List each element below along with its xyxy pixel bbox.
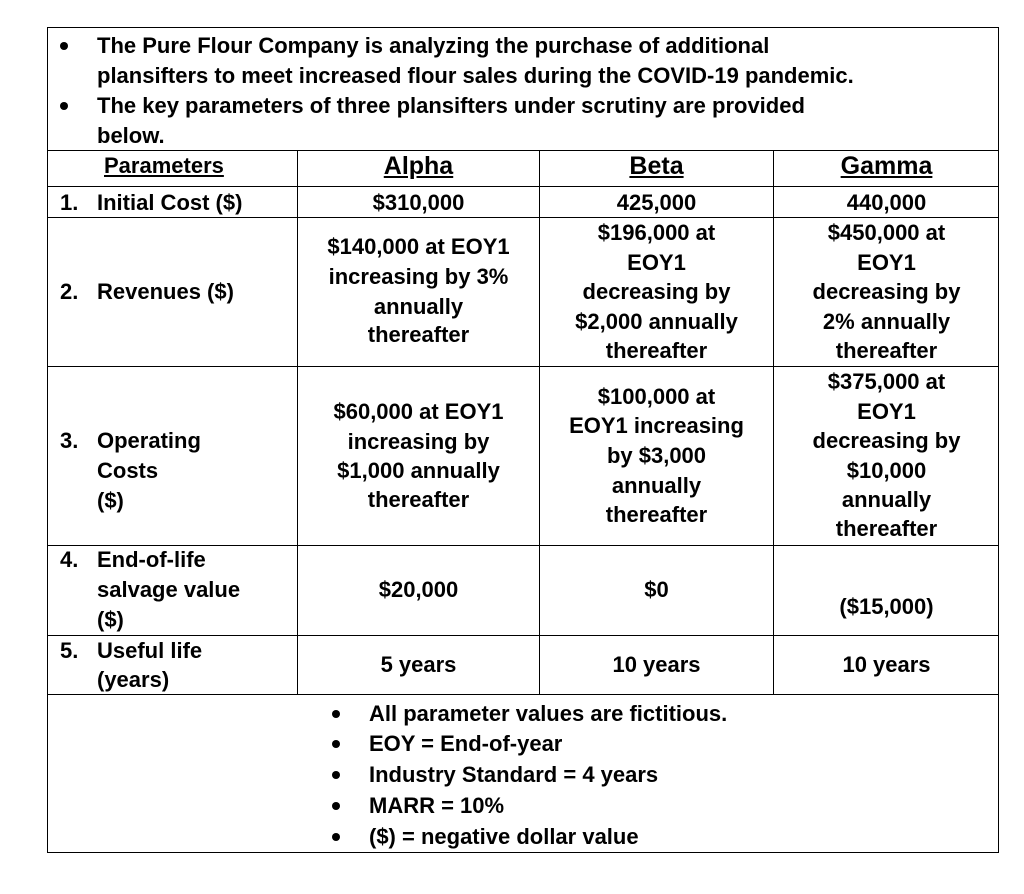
row2-beta-line-1: $196,000 at xyxy=(597,220,716,245)
row3-beta-line-1: $100,000 at xyxy=(597,384,716,409)
row2-alpha-line-2: increasing by 3% xyxy=(328,264,509,289)
row1-beta: 425,000 xyxy=(616,190,697,215)
header-gamma: Gamma xyxy=(840,152,933,180)
row4-beta: $0 xyxy=(644,577,669,602)
intro-bullet-2-dot xyxy=(60,102,68,110)
row5-number: 5. xyxy=(60,638,79,663)
row2-alpha-line-4: thereafter xyxy=(367,322,470,347)
row3-gamma-line-2: EOY1 xyxy=(857,399,916,424)
note-4-dot xyxy=(332,802,340,810)
row1-number: 1. xyxy=(60,190,79,215)
row3-number: 3. xyxy=(60,428,79,453)
row2-gamma-line-2: EOY1 xyxy=(857,250,916,275)
row3-beta-line-4: annually xyxy=(611,473,702,498)
row2-number: 2. xyxy=(60,279,79,304)
intro-bullet-1-line-2: plansifters to meet increased flour sales during the COVID-19 pandemic. xyxy=(97,63,854,88)
header-alpha: Alpha xyxy=(383,152,454,180)
note-2: EOY = End-of-year xyxy=(369,731,563,756)
row3-alpha-line-4: thereafter xyxy=(367,487,470,512)
intro-bullet-2-line-1: The key parameters of three plansifters under scrutiny are provided xyxy=(97,93,805,118)
row2-beta-line-4: $2,000 annually xyxy=(575,309,738,334)
note-3-dot xyxy=(332,771,340,779)
row4-label-line-2: salvage value xyxy=(97,577,241,602)
note-5-dot xyxy=(332,833,340,841)
intro-bullet-1-dot xyxy=(60,42,68,50)
note-1: All parameter values are fictitious. xyxy=(369,701,728,726)
row3-gamma-line-6: thereafter xyxy=(835,516,938,541)
row5-alpha: 5 years xyxy=(380,652,457,677)
row3-beta-line-5: thereafter xyxy=(605,502,708,527)
row4-label-line-1: End-of-life xyxy=(97,547,206,572)
row1-alpha: $310,000 xyxy=(372,190,465,215)
row1-label: Initial Cost ($) xyxy=(97,190,243,215)
row4-label-line-3: ($) xyxy=(97,607,124,632)
row2-gamma-line-1: $450,000 at xyxy=(827,220,946,245)
row3-label-line-1: Operating xyxy=(97,428,201,453)
row2-gamma-line-3: decreasing by xyxy=(812,279,961,304)
row3-alpha-line-3: $1,000 annually xyxy=(337,458,500,483)
row3-gamma-line-1: $375,000 at xyxy=(827,369,946,394)
row1-gamma: 440,000 xyxy=(846,190,927,215)
rule-row5-bottom xyxy=(47,694,999,695)
row5-beta: 10 years xyxy=(612,652,701,677)
row2-beta-line-3: decreasing by xyxy=(582,279,731,304)
intro-bullet-1-line-1: The Pure Flour Company is analyzing the purchase of additional xyxy=(97,33,770,58)
rule-header-bottom xyxy=(47,186,999,187)
note-2-dot xyxy=(332,740,340,748)
row3-gamma-line-3: decreasing by xyxy=(812,428,961,453)
row4-gamma: ($15,000) xyxy=(839,594,934,619)
note-3: Industry Standard = 4 years xyxy=(369,762,659,787)
row3-label-line-2: Costs xyxy=(97,458,159,483)
intro-bullet-2-line-2: below. xyxy=(97,123,165,148)
row3-beta-line-3: by $3,000 xyxy=(606,443,707,468)
row2-label: Revenues ($) xyxy=(97,279,234,304)
row5-gamma: 10 years xyxy=(842,652,931,677)
row5-label-line-1: Useful life xyxy=(97,638,203,663)
row2-alpha-line-1: $140,000 at EOY1 xyxy=(327,234,510,259)
row3-beta-line-2: EOY1 increasing xyxy=(569,413,744,438)
row3-alpha-line-1: $60,000 at EOY1 xyxy=(333,399,504,424)
header-beta: Beta xyxy=(629,152,684,180)
row2-gamma-line-4: 2% annually xyxy=(822,309,951,334)
row4-number: 4. xyxy=(60,547,79,572)
row2-beta-line-5: thereafter xyxy=(605,338,708,363)
row3-alpha-line-2: increasing by xyxy=(347,429,490,454)
row2-alpha-line-3: annually xyxy=(373,294,464,319)
note-4: MARR = 10% xyxy=(369,793,505,818)
note-5: ($) = negative dollar value xyxy=(369,824,639,849)
note-1-dot xyxy=(332,710,340,718)
row3-gamma-line-5: annually xyxy=(841,487,932,512)
row3-gamma-line-4: $10,000 xyxy=(846,458,927,483)
row3-label-line-3: ($) xyxy=(97,488,124,513)
row2-beta-line-2: EOY1 xyxy=(627,250,686,275)
row4-alpha: $20,000 xyxy=(378,577,459,602)
header-parameters: Parameters xyxy=(104,153,224,178)
row2-gamma-line-5: thereafter xyxy=(835,338,938,363)
row5-label-line-2: (years) xyxy=(97,667,170,692)
